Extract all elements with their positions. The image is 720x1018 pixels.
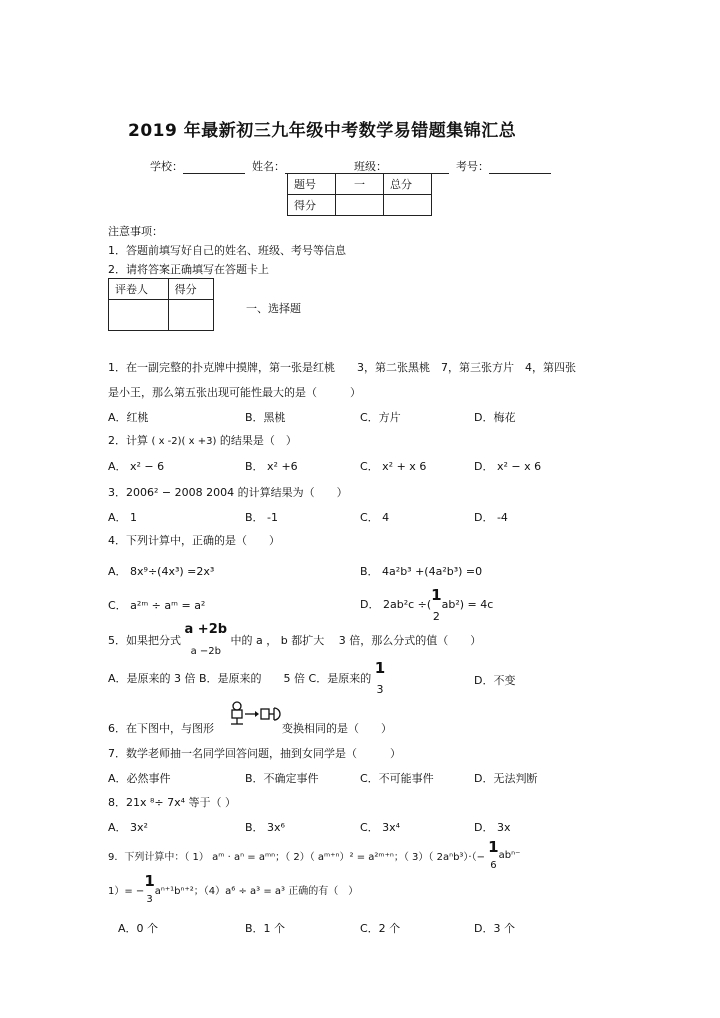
school-label: 学校：: [150, 160, 183, 173]
option-b[interactable]: B． -1: [245, 511, 279, 524]
option-a[interactable]: A． 8x⁹÷(4x³) =2x³: [108, 565, 215, 578]
class-label: 班级：: [354, 160, 387, 173]
option-d[interactable]: D． 3x: [474, 821, 511, 834]
score-cell[interactable]: [336, 195, 384, 216]
option-d[interactable]: D． x² − x 6: [474, 460, 542, 473]
grader-header: 评卷人: [109, 279, 169, 300]
score-cell: 得分: [288, 195, 336, 216]
option-b[interactable]: B．1 个: [245, 922, 286, 935]
q4d-den: 2: [432, 610, 440, 623]
number-label: 考号：: [456, 160, 489, 173]
grader-header: 得分: [168, 279, 213, 300]
q5-frac-den: a −2b: [190, 646, 221, 657]
option-c[interactable]: C． a²ᵐ ÷ aᵐ = a²: [108, 599, 206, 612]
q9-line2-end: aⁿ⁺¹bⁿ⁺²；（4）a⁶ ÷ a³ = a³ 正确的有（ ）: [154, 886, 359, 897]
q5-suffix: 中的 a ， b 都扩大 3 倍，那么分式的值（ ）: [230, 634, 482, 647]
question-7: 7．数学老师抽一名同学回答问题，抽到女同学是（ ）: [108, 747, 401, 760]
question-1-line1: 1．在一副完整的扑克牌中摸牌，第一张是红桃 3，第二张黑桃 7，第三张方片 4，第四张: [108, 361, 576, 374]
q9-line1: 9．下列计算中：（ 1） aᵐ · aⁿ = aᵐⁿ；（ 2）（ aᵐ⁺ⁿ）² = a²ᵐ⁺ⁿ；（ 3）（ 2aⁿb³）·（−: [108, 852, 489, 863]
option-d[interactable]: D． -4: [474, 511, 508, 524]
q6-suffix: 变换相同的是（ ）: [282, 722, 392, 735]
option-c[interactable]: C． 4: [360, 511, 390, 524]
score-cell[interactable]: [384, 195, 432, 216]
option-b[interactable]: B． 4a²b³ +(4a²b³) =0: [360, 565, 483, 578]
grader-cell[interactable]: [168, 300, 213, 331]
option-d[interactable]: D．无法判断: [474, 772, 538, 785]
score-cell: 总分: [384, 174, 432, 195]
score-cell: 题号: [288, 174, 336, 195]
option-c[interactable]: C．2 个: [360, 922, 401, 935]
option-d[interactable]: D．梅花: [474, 411, 516, 424]
option-a[interactable]: A． x² − 6: [108, 460, 165, 473]
option-b[interactable]: B．不确定事件: [245, 772, 319, 785]
option-a[interactable]: A． 1: [108, 511, 138, 524]
question-5: [108, 623, 481, 657]
q9-frac1-den: 6: [490, 860, 497, 871]
q9-frac1-num: 1: [488, 838, 499, 856]
grader-table: [108, 278, 214, 331]
option-a[interactable]: A． 3x²: [108, 821, 148, 834]
option-a[interactable]: A．红桃: [108, 411, 149, 424]
option-b[interactable]: B． x² +6: [245, 460, 298, 473]
option-d[interactable]: D．3 个: [474, 922, 515, 935]
option-a[interactable]: A．0 个: [118, 922, 159, 935]
q4d-num: 1: [431, 586, 442, 604]
q2-suffix: 的结果是（ ）: [219, 434, 297, 447]
question-3: 3．2006² − 2008 2004 的计算结果为（ ）: [108, 486, 348, 499]
q6-prefix: 6．在下图中，与图形: [108, 722, 214, 735]
info-line: [150, 158, 551, 174]
question-9-line1: [108, 840, 520, 871]
notes-heading: 注意事项：: [108, 225, 163, 238]
option-c[interactable]: C． x² + x 6: [360, 460, 427, 473]
number-blank[interactable]: [489, 162, 551, 174]
option-c[interactable]: C．方片: [360, 411, 401, 424]
q4d-mid: ab²) = 4c: [441, 598, 494, 611]
note-item: 1．答题前填写好自己的姓名、班级、考号等信息: [108, 244, 346, 257]
option-c[interactable]: C． 3x⁴: [360, 821, 401, 834]
school-blank[interactable]: [183, 162, 245, 174]
option-d[interactable]: [360, 588, 493, 622]
q5-c-num: 1: [374, 659, 386, 677]
note-item: 2．请将答案正确填写在答题卡上: [108, 263, 269, 276]
option-a[interactable]: A．必然事件: [108, 772, 171, 785]
question-8: 8．21x ⁸÷ 7x⁴ 等于（ ）: [108, 796, 237, 809]
q2-prefix: 2．计算: [108, 434, 148, 447]
page-title: 2019 年最新初三九年级中考数学易错题集锦汇总: [128, 121, 517, 141]
q5-prefix: 5．如果把分式: [108, 634, 181, 647]
q5-frac-num: a +2b: [184, 622, 228, 637]
score-cell: 一: [336, 174, 384, 195]
question-4: 4．下列计算中，正确的是（ ）: [108, 534, 280, 547]
q5-options-ab[interactable]: A．是原来的 3 倍 B．是原来的 5 倍 C．是原来的: [108, 672, 372, 685]
q5-options: [108, 661, 385, 695]
option-c[interactable]: C．不可能事件: [360, 772, 434, 785]
option-b[interactable]: B． 3x⁶: [245, 821, 285, 834]
q5-c-den: 3: [376, 683, 384, 696]
question-2: [108, 432, 297, 448]
q9-line1-end: abⁿ⁻: [498, 850, 521, 861]
name-label: 姓名：: [252, 160, 285, 173]
option-d[interactable]: D．不变: [474, 674, 516, 687]
q9-line2-pre: 1）= −: [108, 886, 145, 897]
question-1-line2: 是小王，那么第五张出现可能性最大的是（ ）: [108, 386, 361, 399]
q2-expr: ( x -2)( x +3): [151, 436, 217, 447]
q9-frac2-num: 1: [144, 872, 155, 890]
q4d-pre: D． 2ab²c ÷(: [360, 598, 432, 611]
grader-cell[interactable]: [109, 300, 169, 331]
question-9-line2: [108, 874, 358, 905]
transform-figure-icon: [228, 700, 282, 728]
section-title: 一、选择题: [246, 302, 301, 315]
option-b[interactable]: B．黑桃: [245, 411, 286, 424]
score-table: [287, 173, 432, 216]
q9-frac2-den: 3: [146, 894, 153, 905]
